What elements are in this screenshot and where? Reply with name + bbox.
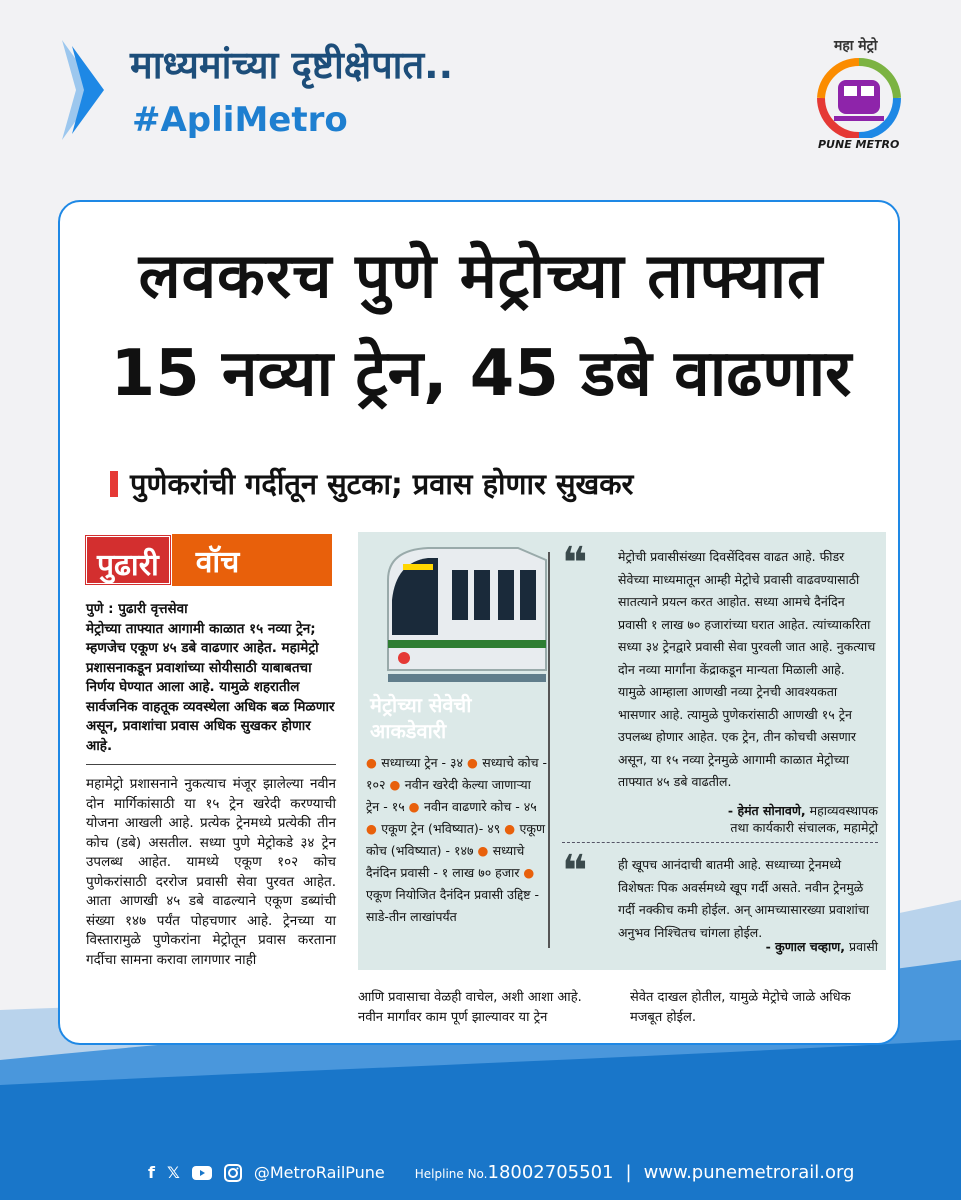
footer-bar <box>148 1162 854 1183</box>
quote2-role: प्रवासी <box>849 939 878 954</box>
instagram-icon[interactable] <box>224 1164 242 1182</box>
footer-separator: | <box>625 1162 632 1183</box>
stats-title <box>370 692 471 744</box>
stats-title-line1: मेट्रोच्या सेवेची <box>370 693 472 717</box>
quote1-role2: तथा कार्यकारी संचालक, महामेट्रो <box>730 820 878 835</box>
stats-title-line2: आकडेवारी <box>370 719 447 743</box>
quote-icon-2: ❝ <box>562 846 588 897</box>
stats-item-text: एकूण कोच (भविष्यात) - १४७ <box>366 821 546 858</box>
stats-item-text: नवीन खरेदी केल्या जाणाऱ्या ट्रेन - १५ <box>366 777 531 814</box>
quote1-sign <box>618 802 878 836</box>
quote-divider <box>562 842 878 843</box>
intro-paragraph: मेट्रोच्या ताफ्यात आगामी काळात १५ नव्या ट्रेन; म्हणजेच एकूण ४५ डबे वाढणार आहेत. महामेट्रो प्रशासनाकडून प्रवाशांच्या सोयीसाठी याबाबतचा निर्णय घेण्यात आला आहे. यामुळे शहरातील सार्वजनिक वाहतूक व्यवस्थेला अधिक बळ मिळणार असून, प्रवाशांचा प्रवास अधिक सुखकर होणार आहे. <box>86 620 335 754</box>
bullet-icon: ● <box>466 755 483 770</box>
quote1-name: - हेमंत सोनावणे, <box>727 803 806 818</box>
stats-item-text: सध्याचे कोच - १०२ <box>366 755 548 792</box>
pune-metro-logo-icon <box>816 58 902 138</box>
stats-item-text: नवीन वाढणारे कोच - ४५ <box>423 799 537 814</box>
bullet-icon: ● <box>366 821 382 836</box>
stats-item <box>366 755 467 770</box>
red-bar-icon <box>110 471 118 497</box>
metro-train-icon <box>368 540 548 690</box>
stats-list <box>366 752 548 928</box>
website-link[interactable]: www.punemetrorail.org <box>643 1162 855 1183</box>
youtube-icon[interactable] <box>192 1166 212 1180</box>
body-paragraph: महामेट्रो प्रशासनाने नुकत्याच मंजूर झालेल्या नवीन दोन मार्गिकांसाठी या १५ ट्रेन खरेदी करण्याची योजना आखली आहे. प्रत्येक ट्रेनमध्ये प्रत्येकी तीन कोच (डबे) असतील. सध्या पुणे मेट्रोकडे ३४ ट्रेन उपलब्ध आहेत. यामध्ये एकूण १०२ कोच पुणेकरांसाठी दररोज प्रवासी सेवा पुरवत आहेत. आता आणखी ४५ डबे वाढल्याने एकूण डब्यांची संख्या १४७ पर्यंत पोहचणार आहे. ट्रेनच्या या विस्तारामुळे पुणेकरांना मेट्रोतून प्रवास करताना गर्दीचा सामना करावा लागणार नाही <box>86 776 336 968</box>
stats-item-text: सध्याच्या ट्रेन - ३४ <box>381 755 467 770</box>
stats-item <box>366 821 504 836</box>
helpline-number[interactable]: 18002705501 <box>487 1162 614 1183</box>
bullet-icon: ● <box>504 821 520 836</box>
footer-text-middle: आणि प्रवासाचा वेळही वाचेल, अशी आशा आहे. नवीन मार्गांवर काम पूर्ण झाल्यावर या ट्रेन <box>358 990 582 1025</box>
article-column <box>86 600 336 970</box>
social-handle[interactable]: @MetroRailPune <box>253 1163 385 1182</box>
logo-top-text: महा मेट्रो <box>834 38 878 54</box>
bullet-icon: ● <box>408 799 424 814</box>
bullet-icon: ● <box>366 755 382 770</box>
dateline: पुणे : पुढारी वृत्तसेवा <box>86 601 188 617</box>
quote2-sign <box>618 938 878 955</box>
x-twitter-icon[interactable]: 𝕏 <box>166 1163 180 1182</box>
stats-item-text: सध्याचे दैनंदिन प्रवासी - १ लाख ७० हजार <box>366 843 525 880</box>
headline-line2: 15 नव्या ट्रेन, 45 डबे वाढणार <box>110 337 852 411</box>
quote2-text: ही खूपच आनंदाची बातमी आहे. सध्याच्या ट्रेनमध्ये विशेषतः पिक अवर्समध्ये खूप गर्दी असते. नवीन ट्रेनमुळे गर्दी नक्कीच कमी होईल. अन् आमच्यासारख्या प्रवाशांचा अनुभव निश्चितच चांगला होईल. <box>618 857 870 940</box>
quote1-text: मेट्रोची प्रवासीसंख्या दिवसेंदिवस वाढत आहे. फीडर सेवेच्या माध्यमातून आम्ही मेट्रोचे प्रवासी वाढवण्यासाठी सातत्याने प्रयत्न करत आहोत. सध्या आमचे दैनंदिन प्रवासी १ लाख ७० हजारांच्या घरात आहेत. त्यांच्याकरिता सध्या ३४ ट्रेनद्वारे प्रवासी सेवा पुरवली जात आहे. नुकत्याच दोन नव्या मार्गांना केंद्राकडून मान्यता मिळाली आहे. यामुळे आम्हाला आणखी नव्या ट्रेनची आवश्यकता भासणार आहे. त्यामुळे पुणेकरांसाठी आणखी १५ ट्रेन उपलब्ध होणार आहेत. एक ट्रेन, तीन कोचची असणार असून, या १५ नव्या ट्रेनमुळे आगामी काळात मेट्रोच्या ताफ्यात ४५ डबे वाढतील. <box>618 549 876 789</box>
pudhari-watch-badge <box>84 534 332 586</box>
side-panel <box>358 532 886 970</box>
stats-item <box>409 799 537 814</box>
divider <box>86 764 336 765</box>
chevron-logo-icon <box>58 40 106 140</box>
news-clipping <box>58 200 900 1045</box>
stats-item-text: एकूण नियोजित दैनंदिन प्रवासी उद्दिष्ट - साडे-तीन लाखांपर्यंत <box>366 887 540 924</box>
headline-line1: लवकरच पुणे मेट्रोच्या ताफ्यात <box>138 239 824 312</box>
page-title: माध्यमांच्या दृष्टीक्षेपात.. <box>130 43 454 87</box>
quote-icon: ❝ <box>562 538 588 589</box>
helpline-label: Helpline No. <box>414 1167 488 1181</box>
logo-bottom-text: PUNE METRO <box>818 138 900 151</box>
brand-left: पुढारी <box>84 534 172 586</box>
subheadline-text: पुणेकरांची गर्दीतून सुटका; प्रवास होणार सुखकर <box>130 467 634 501</box>
helpline <box>415 1162 614 1183</box>
stats-item-text: एकूण ट्रेन (भविष्यात)- ४९ <box>381 821 505 836</box>
vertical-divider <box>548 552 550 948</box>
bullet-icon: ● <box>389 777 405 792</box>
footer-text-right: सेवेत दाखल होतील, यामुळे मेट्रोचे जाळे अधिक मजबूत होईल. <box>630 990 851 1025</box>
bullet-icon: ● <box>523 865 535 880</box>
brand-right: वॉच <box>172 534 332 586</box>
quote1-role1: महाव्यवस्थापक <box>809 803 878 818</box>
facebook-icon[interactable]: f <box>148 1163 155 1182</box>
bullet-icon: ● <box>477 843 493 858</box>
hashtag: #ApliMetro <box>132 100 348 140</box>
quote2-name: - कुणाल चव्हाण, <box>765 939 846 954</box>
subheadline <box>110 464 633 503</box>
